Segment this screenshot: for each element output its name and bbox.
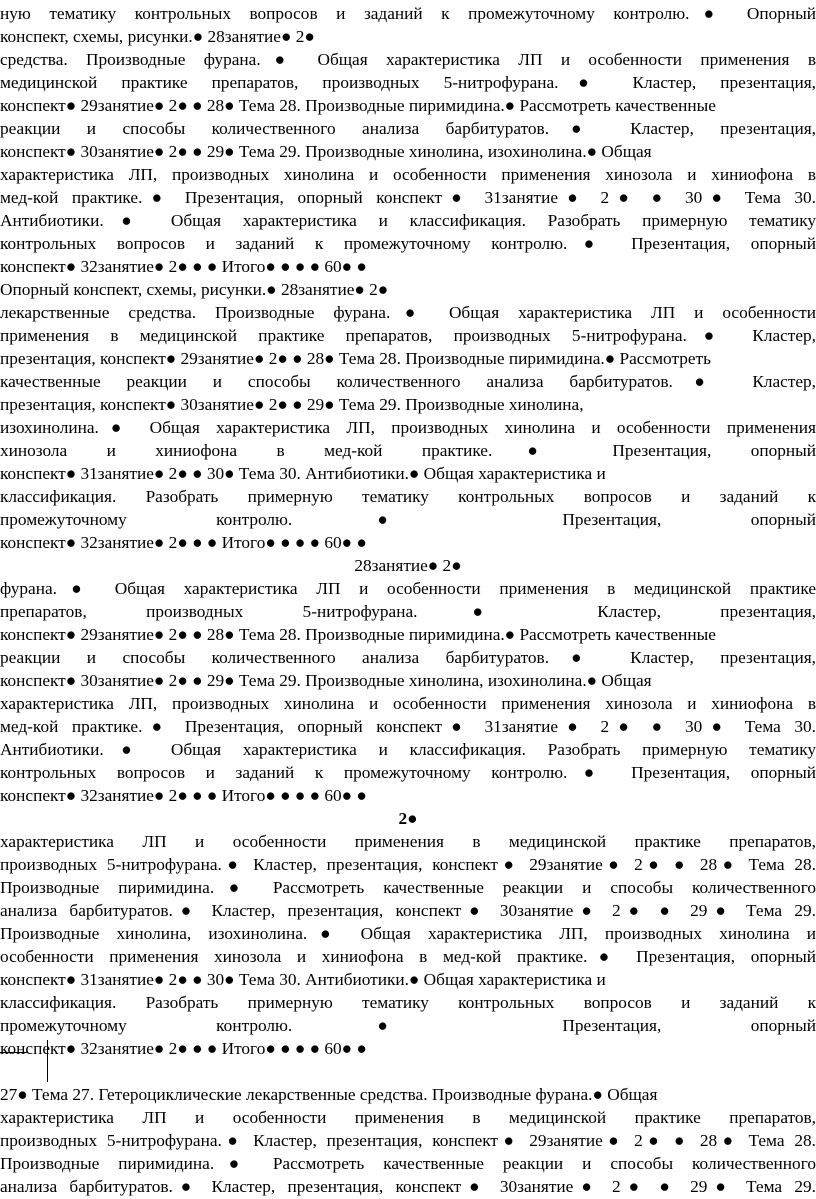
text-line: характеристика ЛП и особенности применения в медицинской практике препаратов, [0,832,816,851]
text-line: классификация. Разобрать примерную тематику контрольных вопросов и заданий к [0,487,816,506]
text-line: конспект● 30занятие● 2● ● 29● Тема 29. Производные хинолина, изохинолина.● Общая [0,671,652,690]
text-line: лекарственные средства. Производные фурана.● Общая характеристика ЛП и особенности [0,303,816,322]
text-line: характеристика ЛП, производных хинолина и особенности применения хинозола и хиниофона в [0,165,816,184]
text-line: качественные реакции и способы количественного анализа барбитуратов.● Кластер, [0,372,816,391]
text-line: конспект● 32занятие● 2● ● ● Итого● ● ● ● 60● ● [0,533,367,552]
text-line: конспект, схемы, рисунки.● 28занятие● 2● [0,27,315,46]
text-line: хинозола и хиниофона в мед-кой практике.● Презентация, опорный [0,441,816,460]
text-line: средства. Производные фурана.● Общая характеристика ЛП и особенности применения в [0,50,816,69]
text-line: ную тематику контрольных вопросов и заданий к промежуточному контролю.● Опорный [0,4,816,23]
text-line: Производные пиримидина.● Рассмотреть качественные реакции и способы количественного [0,1154,816,1173]
text-line: Производные хинолина, изохинолина.● Общая характеристика ЛП, производных хинолина и [0,924,816,943]
text-line: конспект● 32занятие● 2● ● ● Итого● ● ● ● 60● ● [0,1039,367,1058]
text-line: характеристика ЛП и особенности применения в медицинской практике препаратов, [0,1108,816,1127]
text-line: медицинской практике препаратов, производных 5-нитрофурана.● Кластер, презентация, [0,73,816,92]
text-line: производных 5-нитрофурана.● Кластер, презентация, конспект● 29занятие● 2● ● 28● Тема 28. [0,1131,816,1150]
text-line: мед-кой практике.● Презентация, опорный конспект● 31занятие● 2● ● 30● Тема 30. [0,717,816,736]
text-line: конспект● 29занятие● 2● ● 28● Тема 28. Производные пиримидина.● Рассмотреть качественные [0,625,716,644]
text-line: контрольных вопросов и заданий к промежуточному контролю.● Презентация, опорный [0,763,816,782]
text-line: конспект● 32занятие● 2● ● ● Итого● ● ● ● 60● ● [0,786,367,805]
text-line: контрольных вопросов и заданий к промежуточному контролю.● Презентация, опорный [0,234,816,253]
text-line: характеристика ЛП, производных хинолина и особенности применения хинозола и хиниофона в [0,694,816,713]
text-line: мед-кой практике.● Презентация, опорный конспект● 31занятие● 2● ● 30● Тема 30. [0,188,816,207]
text-line: 28занятие● 2● [354,556,462,575]
text-line: презентация, конспект● 29занятие● 2● ● 28● Тема 28. Производные пиримидина.● Рассмотреть [0,349,711,368]
text-line: Антибиотики.● Общая характеристика и классификация. Разобрать примерную тематику [0,211,816,230]
text-line: 2● [398,809,418,828]
text-line: реакции и способы количественного анализа барбитуратов.● Кластер, презентация, [0,648,816,667]
text-line: Антибиотики.● Общая характеристика и классификация. Разобрать примерную тематику [0,740,816,759]
text-line: классификация. Разобрать примерную тематику контрольных вопросов и заданий к [0,993,816,1012]
text-line: презентация, конспект● 30занятие● 2● ● 29● Тема 29. Производные хинолина, [0,395,584,414]
text-line: конспект● 31занятие● 2● ● 30● Тема 30. Антибиотики.● Общая характеристика и [0,464,606,483]
text-line: конспект● 31занятие● 2● ● 30● Тема 30. Антибиотики.● Общая характеристика и [0,970,606,989]
text-line: 27● Тема 27. Гетероциклические лекарственные средства. Производные фурана.● Общая [0,1085,658,1104]
text-line: промежуточному контролю.● Презентация, опорный [0,510,816,529]
text-line: промежуточному контролю.● Презентация, опорный [0,1016,816,1035]
text-line: конспект● 29занятие● 2● ● 28● Тема 28. Производные пиримидина.● Рассмотреть качественные [0,96,716,115]
text-line: анализа барбитуратов.● Кластер, презентация, конспект● 30занятие● 2● ● 29● Тема 29. [0,1177,816,1196]
text-line: изохинолина.● Общая характеристика ЛП, производных хинолина и особенности применения [0,418,816,437]
text-line: конспект● 32занятие● 2● ● ● Итого● ● ● ● 60● ● [0,257,367,276]
text-line: реакции и способы количественного анализа барбитуратов.● Кластер, презентация, [0,119,816,138]
text-line: Производные пиримидина.● Рассмотреть качественные реакции и способы количественного [0,878,816,897]
text-line: препаратов, производных 5-нитрофурана.● Кластер, презентация, [0,602,816,621]
text-line: особенности применения хинозола и хиниофона в мед-кой практике.● Презентация, опорный [0,947,816,966]
text-line: конспект● 30занятие● 2● ● 29● Тема 29. Производные хинолина, изохинолина.● Общая [0,142,652,161]
text-line: применения в медицинской практике препаратов, производных 5-нитрофурана.● Кластер, [0,326,816,345]
text-line: Опорный конспект, схемы, рисунки.● 28занятие● 2● [0,280,389,299]
text-line: фурана.● Общая характеристика ЛП и особенности применения в медицинской практике [0,579,816,598]
text-line: анализа барбитуратов.● Кластер, презентация, конспект● 30занятие● 2● ● 29● Тема 29. [0,901,816,920]
text-line: производных 5-нитрофурана.● Кластер, презентация, конспект● 29занятие● 2● ● 28● Тема 28. [0,855,816,874]
